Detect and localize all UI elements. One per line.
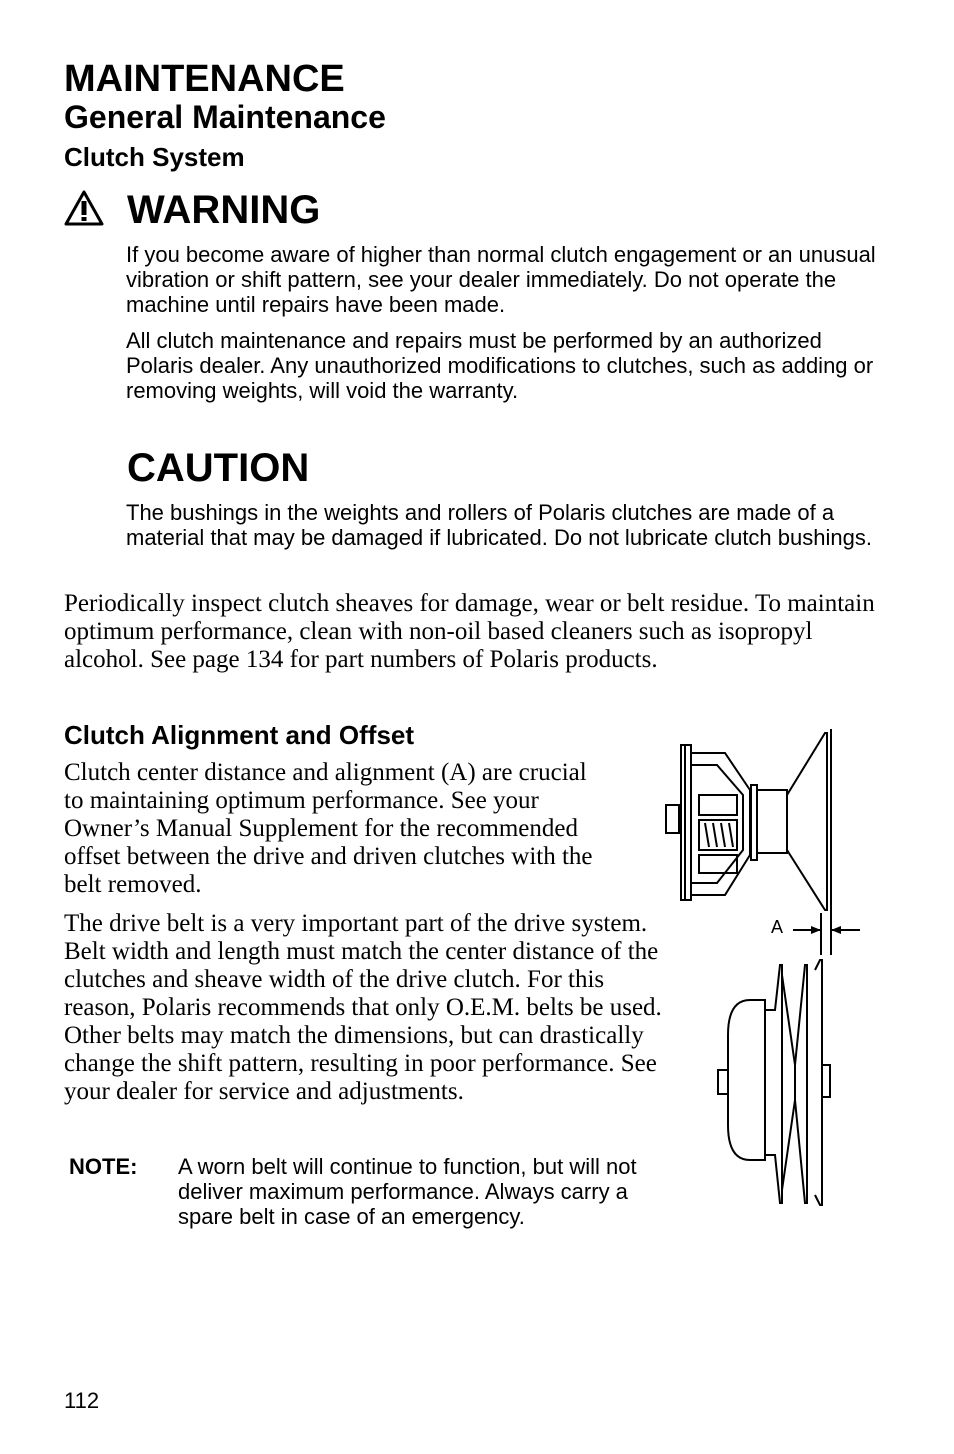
page-title: MAINTENANCE <box>64 58 345 100</box>
alignment-paragraph-1: Clutch center distance and alignment (A) are crucial to maintaining optimum performance. See your Owner’s Manual Supplement for the recommended offset between the drive and driven clutches with the belt removed. <box>64 759 593 898</box>
subsection-title: Clutch System <box>64 142 245 172</box>
warning-triangle-icon <box>64 190 104 226</box>
page-number: 112 <box>64 1388 100 1413</box>
driven-clutch-drawing <box>718 960 830 1205</box>
offset-label-a: A <box>771 917 784 937</box>
drive-clutch-drawing <box>666 729 831 913</box>
caution-paragraph: The bushings in the weights and rollers of Polaris clutches are made of a material that may be damaged if lubricated. Do not lubricate clutch bushings. <box>126 500 872 550</box>
warning-heading: WARNING <box>127 188 321 232</box>
caution-heading: CAUTION <box>127 446 310 490</box>
section-title: General Maintenance <box>64 99 386 135</box>
clutch-alignment-diagram <box>655 725 870 1215</box>
warning-paragraph-2: All clutch maintenance and repairs must be performed by an authorized Polaris dealer. Any unauthorized modifications to clutches, such as adding or removing weights, will void the warranty. <box>126 328 874 403</box>
inspection-paragraph: Periodically inspect clutch sheaves for damage, wear or belt residue. To maintain optimum performance, clean with non-oil based cleaners such as isopropyl alcohol. See page 134 for part numbers of Polaris products. <box>64 590 875 673</box>
note-text: A worn belt will continue to function, but will not deliver maximum performance. Always carry a spare belt in case of an emergency. <box>178 1154 637 1229</box>
offset-dimension-marker <box>793 913 860 955</box>
alignment-heading: Clutch Alignment and Offset <box>64 720 415 750</box>
note-label: NOTE: <box>69 1154 138 1179</box>
warning-paragraph-1: If you become aware of higher than normal clutch engagement or an unusual vibration or shift pattern, see your dealer immediately. Do not operate the machine until repairs have been made. <box>126 242 876 317</box>
alignment-paragraph-2: The drive belt is a very important part of the drive system. Belt width and length must match the center distance of the clutches and sheave width of the drive clutch. For this reason, Polaris recommends that only O.E.M. belts be used. Other belts may match the dimensions, but can drastically change the shift pattern, resulting in poor performance. See your dealer for service and adjustments. <box>64 910 662 1105</box>
